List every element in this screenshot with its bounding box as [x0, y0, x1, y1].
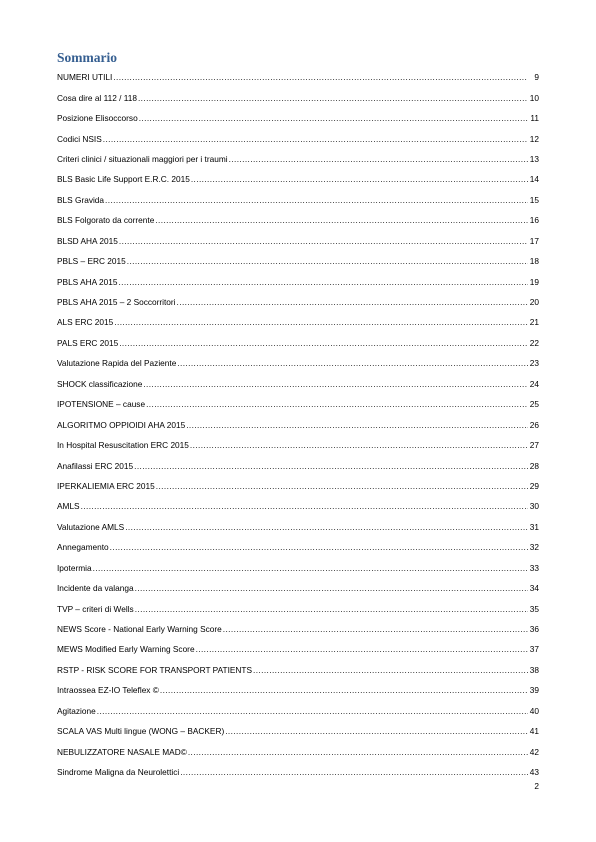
- toc-dot-leader: [186, 420, 528, 430]
- toc-entry[interactable]: [57, 169, 539, 189]
- toc-entry-label[interactable]: IPERKALIEMIA ERC 2015: [57, 480, 155, 491]
- toc-entry[interactable]: [57, 414, 539, 434]
- toc-dot-leader: [119, 236, 528, 246]
- toc-entry[interactable]: [57, 619, 539, 639]
- toc-entry[interactable]: [57, 496, 539, 516]
- page-number: 2: [534, 781, 539, 791]
- toc-entry-label[interactable]: NEBULIZZATORE NASALE MAD©: [57, 746, 187, 757]
- toc-entry-page-number[interactable]: 35: [529, 603, 539, 614]
- toc-entry-label[interactable]: Cosa dire al 112 / 118: [57, 92, 137, 103]
- toc-entry[interactable]: [57, 231, 539, 251]
- toc-entry-label[interactable]: IPOTENSIONE – cause: [57, 399, 146, 410]
- toc-entry-label[interactable]: PALS ERC 2015: [57, 337, 119, 348]
- toc-entry-page-number[interactable]: 25: [529, 399, 539, 410]
- toc-entry-page-number[interactable]: 22: [529, 337, 539, 348]
- toc-entry[interactable]: [57, 455, 539, 475]
- toc-entry[interactable]: [57, 660, 539, 680]
- toc-entry-label[interactable]: ALGORITMO OPPIOIDI AHA 2015: [57, 419, 186, 430]
- toc-entry[interactable]: [57, 312, 539, 332]
- toc-entry[interactable]: [57, 128, 539, 148]
- toc-entry[interactable]: [57, 149, 539, 169]
- toc-entry-label[interactable]: BLSD AHA 2015: [57, 235, 118, 246]
- toc-entry-label[interactable]: TVP – criteri di Wells: [57, 603, 134, 614]
- toc-entry[interactable]: [57, 435, 539, 455]
- toc-entry-page-number[interactable]: 23: [529, 358, 539, 369]
- toc-entry-page-number[interactable]: 40: [529, 705, 539, 716]
- toc-entry-label[interactable]: Posizione Elisoccorso: [57, 113, 138, 124]
- toc-entry[interactable]: [57, 558, 539, 578]
- toc-entry[interactable]: [57, 251, 539, 271]
- toc-entry[interactable]: [57, 701, 539, 721]
- toc-dot-leader: [223, 624, 528, 634]
- toc-entry-page-number[interactable]: 10: [529, 92, 539, 103]
- toc-entry-page-number[interactable]: 15: [529, 194, 539, 205]
- toc-entry-page-number[interactable]: 32: [529, 542, 539, 553]
- toc-dot-leader: [110, 542, 528, 552]
- toc-dot-leader: [93, 563, 528, 573]
- toc-entry-label[interactable]: BLS Folgorato da corrente: [57, 215, 155, 226]
- toc-entry-page-number[interactable]: 14: [529, 174, 539, 185]
- toc-entry-label[interactable]: MEWS Modified Early Warning Score: [57, 644, 195, 655]
- toc-dot-leader: [225, 726, 528, 736]
- toc-entry-page-number[interactable]: 18: [529, 256, 539, 267]
- toc-entry-page-number[interactable]: 43: [529, 767, 539, 778]
- toc-entry-page-number[interactable]: 37: [529, 644, 539, 655]
- toc-dot-leader: [135, 604, 528, 614]
- toc-entry[interactable]: [57, 476, 539, 496]
- toc-entry-label[interactable]: SHOCK classificazione: [57, 378, 143, 389]
- toc-entry[interactable]: [57, 598, 539, 618]
- toc-entry[interactable]: [57, 292, 539, 312]
- toc-entry[interactable]: [57, 87, 539, 107]
- toc-entry-label[interactable]: SCALA VAS Multi lingue (WONG – BACKER): [57, 726, 225, 737]
- toc-dot-leader: [119, 338, 528, 348]
- toc-entry-page-number[interactable]: 26: [529, 419, 539, 430]
- toc-entry-page-number[interactable]: 13: [529, 153, 539, 164]
- toc-dot-leader: [113, 72, 528, 82]
- toc-entry-label[interactable]: Annegamento: [57, 542, 109, 553]
- toc-dot-leader: [139, 113, 528, 123]
- toc-entry-page-number[interactable]: 19: [529, 276, 539, 287]
- toc-dot-leader: [180, 767, 528, 777]
- toc-entry[interactable]: [57, 721, 539, 741]
- toc-entry-label[interactable]: BLS Gravida: [57, 194, 105, 205]
- toc-entry[interactable]: [57, 67, 539, 87]
- toc-entry[interactable]: [57, 741, 539, 761]
- toc-entry-label[interactable]: Criteri clinici / situazionali maggiori per i traumi: [57, 153, 228, 164]
- toc-dot-leader: [138, 93, 528, 103]
- toc-entry-page-number[interactable]: 34: [529, 583, 539, 594]
- toc-entry-page-number[interactable]: 17: [529, 235, 539, 246]
- toc-dot-leader: [156, 481, 528, 491]
- toc-entry-page-number[interactable]: 24: [529, 378, 539, 389]
- toc-entry-label[interactable]: BLS Basic Life Support E.R.C. 2015: [57, 174, 190, 185]
- toc-entry-page-number[interactable]: 39: [529, 685, 539, 696]
- toc-entry-page-number[interactable]: 29: [529, 480, 539, 491]
- toc-dot-leader: [143, 379, 528, 389]
- toc-entry-label[interactable]: NUMERI UTILI: [57, 72, 113, 83]
- toc-entry-label[interactable]: PBLS AHA 2015 – 2 Soccorritori: [57, 297, 176, 308]
- toc-entry-label[interactable]: PBLS AHA 2015: [57, 276, 118, 287]
- toc-entry-label[interactable]: ALS ERC 2015: [57, 317, 114, 328]
- toc-dot-leader: [118, 277, 528, 287]
- toc-entry[interactable]: [57, 578, 539, 598]
- toc-dot-leader: [190, 440, 528, 450]
- toc-dot-leader: [191, 174, 528, 184]
- toc-entry[interactable]: [57, 537, 539, 557]
- toc-entry-label[interactable]: Valutazione Rapida del Paziente: [57, 358, 177, 369]
- toc-entry-label[interactable]: Anafilassi ERC 2015: [57, 460, 134, 471]
- toc-entry-label[interactable]: AMLS: [57, 501, 80, 512]
- toc-dot-leader: [188, 747, 528, 757]
- toc-dot-leader: [81, 501, 528, 511]
- toc-entry-label[interactable]: Ipotermia: [57, 562, 92, 573]
- toc-entry-page-number[interactable]: 33: [529, 562, 539, 573]
- toc-entry-page-number[interactable]: 42: [529, 746, 539, 757]
- toc-entry[interactable]: [57, 210, 539, 230]
- toc-entry-page-number[interactable]: 38: [529, 664, 539, 675]
- toc-entry[interactable]: [57, 394, 539, 414]
- toc-entry-label[interactable]: Incidente da valanga: [57, 583, 134, 594]
- toc-entry-label[interactable]: Codici NSIS: [57, 133, 102, 144]
- toc-entry[interactable]: [57, 374, 539, 394]
- toc-entry[interactable]: [57, 762, 539, 782]
- toc-dot-leader: [177, 358, 528, 368]
- toc-entry[interactable]: [57, 333, 539, 353]
- toc-entry-page-number[interactable]: 9: [534, 72, 539, 83]
- toc-entry-page-number[interactable]: 31: [529, 521, 539, 532]
- toc-entry-page-number[interactable]: 41: [529, 726, 539, 737]
- toc-dot-leader: [134, 461, 528, 471]
- toc-entry-label[interactable]: RSTP - RISK SCORE FOR TRANSPORT PATIENTS: [57, 664, 253, 675]
- toc-entry-label[interactable]: Agitazione: [57, 705, 96, 716]
- toc-dot-leader: [229, 154, 528, 164]
- toc-entry-label[interactable]: PBLS – ERC 2015: [57, 256, 126, 267]
- toc-entry-page-number[interactable]: 30: [529, 501, 539, 512]
- toc-dot-leader: [105, 195, 528, 205]
- toc-entry[interactable]: [57, 190, 539, 210]
- toc-dot-leader: [135, 583, 528, 593]
- toc-dot-leader: [160, 685, 528, 695]
- toc-dot-leader: [253, 665, 528, 675]
- toc-entry-page-number[interactable]: 28: [529, 460, 539, 471]
- toc-dot-leader: [196, 644, 528, 654]
- toc-dot-leader: [177, 297, 528, 307]
- toc-entry[interactable]: [57, 271, 539, 291]
- toc-entry-page-number[interactable]: 16: [529, 215, 539, 226]
- toc-dot-leader: [103, 134, 528, 144]
- toc-entry-label[interactable]: In Hospital Resuscitation ERC 2015: [57, 440, 189, 451]
- toc-entry-label[interactable]: Intraossea EZ-IO Teleflex ©: [57, 685, 159, 696]
- toc-entry-label[interactable]: Valutazione AMLS: [57, 521, 125, 532]
- toc-dot-leader: [127, 256, 528, 266]
- toc-entry[interactable]: [57, 108, 539, 128]
- toc-entry-page-number[interactable]: 36: [529, 624, 539, 635]
- toc-dot-leader: [97, 706, 528, 716]
- toc-entry-label[interactable]: NEWS Score - National Early Warning Score: [57, 624, 222, 635]
- toc-dot-leader: [146, 399, 528, 409]
- toc-dot-leader: [155, 215, 528, 225]
- toc-entry-label[interactable]: Sindrome Maligna da Neurolettici: [57, 767, 180, 778]
- toc-dot-leader: [114, 317, 528, 327]
- toc-entry-page-number[interactable]: 20: [529, 297, 539, 308]
- toc-entry[interactable]: [57, 639, 539, 659]
- toc-entry[interactable]: [57, 680, 539, 700]
- toc-entry[interactable]: [57, 353, 539, 373]
- toc-title: Sommario: [57, 50, 117, 65]
- toc-entry-page-number[interactable]: 27: [529, 440, 539, 451]
- toc-dot-leader: [125, 522, 528, 532]
- toc-entry[interactable]: [57, 517, 539, 537]
- toc-entry-page-number[interactable]: 21: [529, 317, 539, 328]
- table-of-contents: [57, 67, 539, 782]
- toc-entry-page-number[interactable]: 12: [529, 133, 539, 144]
- toc-entry-page-number[interactable]: 11: [530, 113, 539, 124]
